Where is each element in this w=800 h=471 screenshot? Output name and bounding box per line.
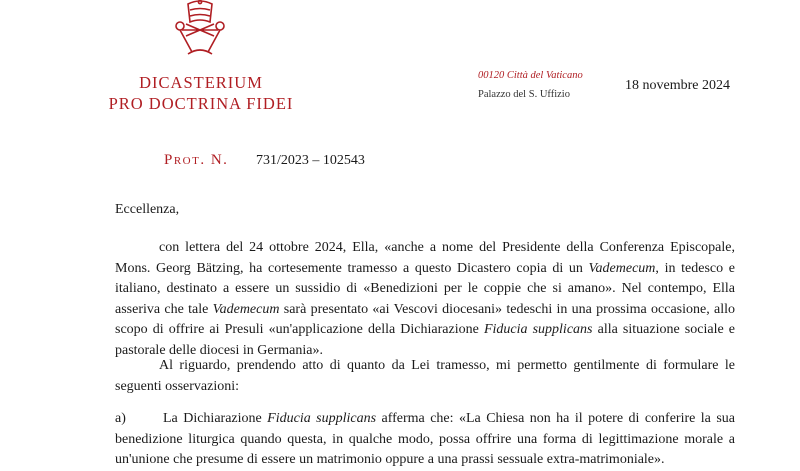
papal-crest-icon [160,0,240,58]
protocol-reference [164,152,365,169]
salutation: Eccellenza, [115,202,180,217]
protocol-number: 731/2023 – 102543 [255,153,365,168]
organization-name-line1: DICASTERIUM [139,73,263,92]
paragraph-1 [115,238,735,361]
paragraph-1-text: con lettera del 24 ottobre 2024, Ella, «anche a nome del Presidente della Conferenza Episcopale, Mons. Georg Bätzing, ha cortesemente tramesso a questo Dicastero copia di un Vademecum, in tedesco e italiano, destinato a essere un sussidio di «Benedizioni per le coppie che si amano». Nel contempo, Ella asseriva che tale Vademecum sarà presentato «ai Vescovi diocesani» tedeschi in una prossima occasione, allo scopo di offrire ai Presuli «un'applicazione della Dichiarazione Fiducia supplicans alla situazione sociale e pastorale delle diocesi in Germania». [115,240,736,358]
organization-name [96,72,306,114]
paragraph-3 [115,409,735,471]
address-palazzo: Palazzo del S. Uffizio [478,89,570,100]
paragraph-2 [115,356,735,397]
paragraph-3-text: La Dichiarazione Fiducia supplicans afferma che: «La Chiesa non ha il potere di conferire la sua benedizione liturgica quando questa, in qualche modo, possa offrire una forma di legittimazione morale a un'unione che presume di essere un matrimonio oppure a una prassi sessuale extra-matrimoniale». [115,411,735,467]
sender-address [478,66,583,104]
letter-date: 18 novembre 2024 [625,78,730,93]
organization-name-line2: PRO DOCTRINA FIDEI [108,94,294,113]
list-item-label: a) [115,411,126,426]
address-city: 00120 Città del Vaticano [478,70,583,81]
paragraph-2-text: Al riguardo, prendendo atto di quanto da Lei tramesso, mi permetto gentilmente di formulare le seguenti osservazioni: [115,358,735,394]
protocol-label: Prot. N. [164,152,229,168]
